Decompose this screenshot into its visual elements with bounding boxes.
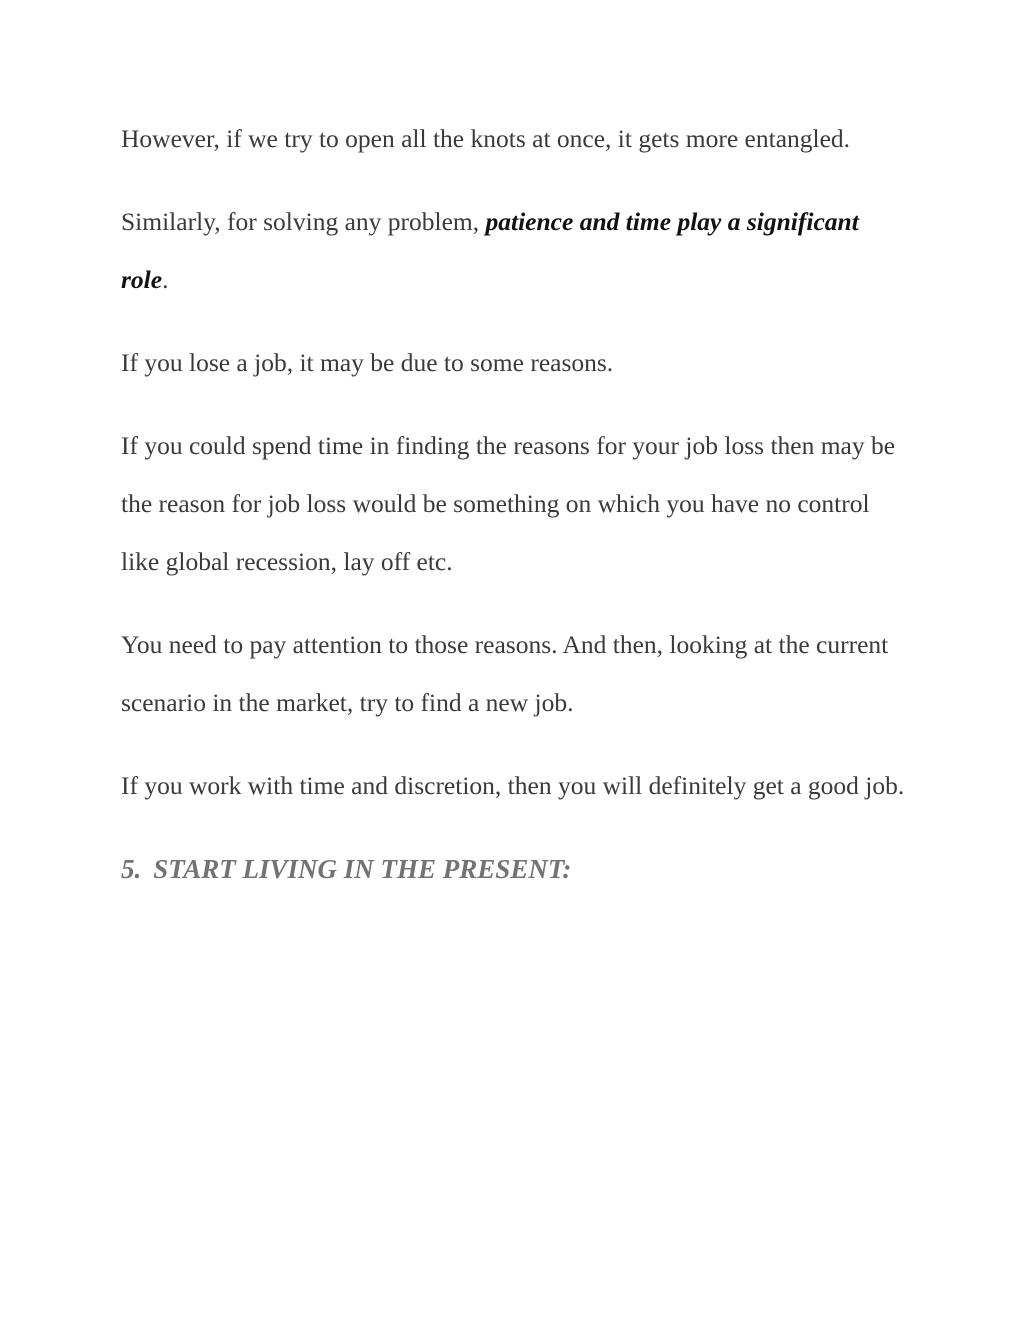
section-number: 5. <box>121 854 142 884</box>
paragraph-job-loss: If you lose a job, it may be due to some reasons. <box>121 348 614 377</box>
paragraph-patience-end: . <box>162 265 169 294</box>
paragraph-attention: You need to pay attention to those reasons. And then, looking at the current scenario in the market, try to find a new job. <box>121 630 889 717</box>
section-heading <box>121 840 911 898</box>
document-page <box>121 110 911 898</box>
section-title: START LIVING IN THE PRESENT: <box>153 854 572 884</box>
paragraph-discretion: If you work with time and discretion, then you will definitely get a good job. <box>121 771 905 800</box>
paragraph-reasons: If you could spend time in finding the reasons for your job loss then may be the reason for job loss would be something on which you have no control like global recession, lay off etc. <box>121 431 896 576</box>
paragraph-patience <box>121 193 911 309</box>
emphasis-patience-time: patience and time play a significant role <box>121 207 859 294</box>
paragraph-knots: However, if we try to open all the knots at once, it gets more entangled. <box>121 124 851 153</box>
paragraph-patience-text: Similarly, for solving any problem, <box>121 207 486 236</box>
